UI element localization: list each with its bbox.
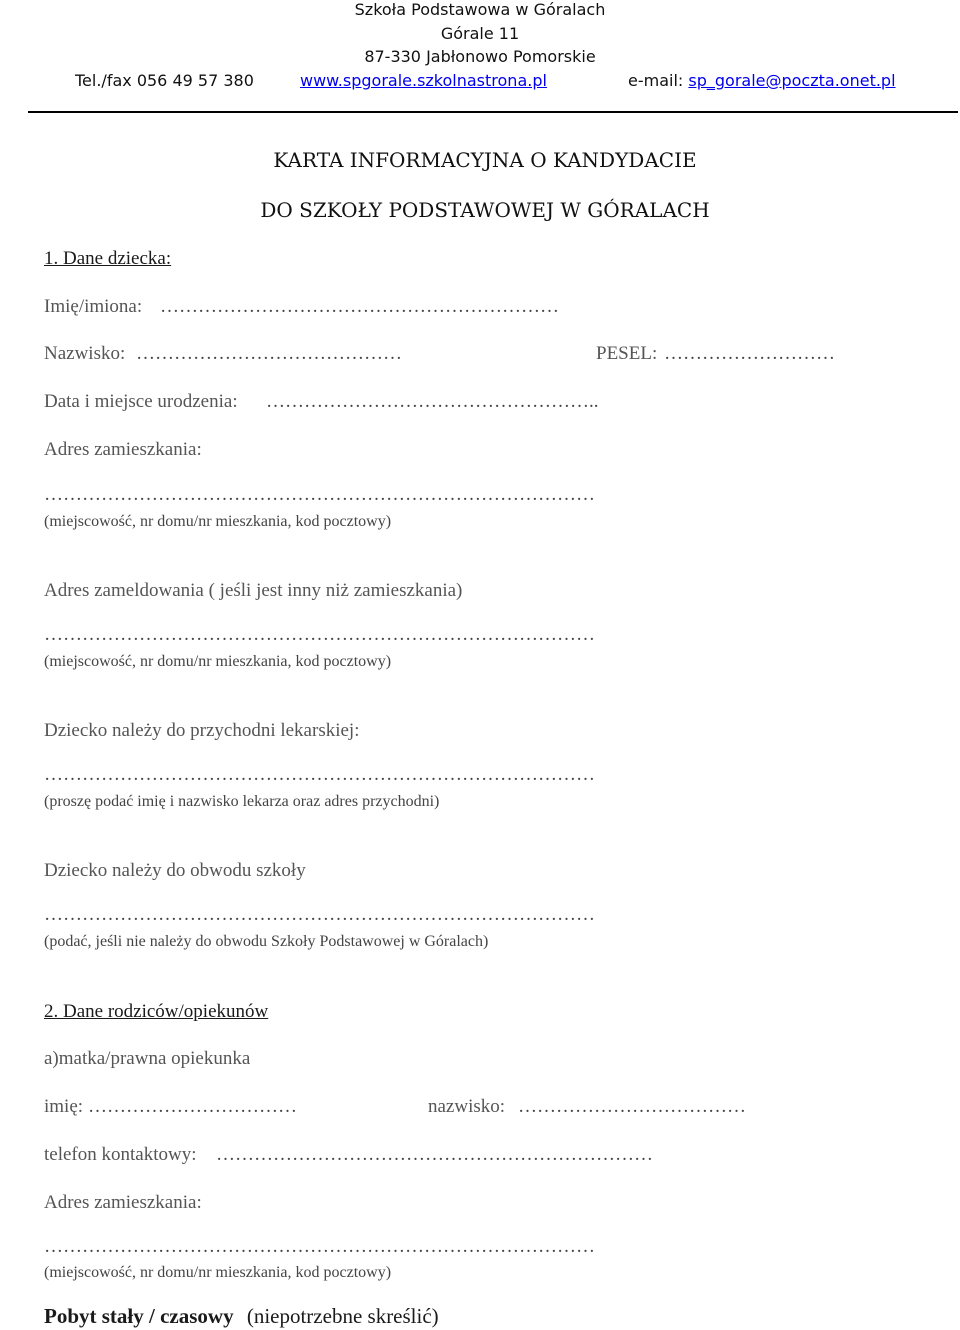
school-name: Szkoła Podstawowa w Góralach bbox=[354, 0, 606, 19]
header-divider bbox=[28, 111, 958, 113]
section2-heading: 2. Dane rodziców/opiekunów bbox=[44, 1001, 269, 1022]
school-email bbox=[628, 71, 896, 91]
mother-address-label: Adres zamieszkania: bbox=[44, 1192, 202, 1213]
residence-line bbox=[44, 1304, 439, 1328]
first-names-field[interactable]: ……………………………………………………… bbox=[160, 296, 559, 317]
address-label: Adres zamieszkania: bbox=[44, 439, 202, 460]
registered-address-field[interactable]: …………………………………………………………………………… bbox=[44, 624, 595, 645]
mother-address-hint: (miejscowość, nr domu/nr mieszkania, kod pocztowy) bbox=[44, 1264, 392, 1281]
mother-phone-field[interactable]: …………………………………………………………… bbox=[216, 1144, 653, 1165]
registered-address-label: Adres zameldowania ( jeśli jest inny niż zamieszkania) bbox=[44, 580, 463, 601]
district-hint: (podać, jeśli nie należy do obwodu Szkoły Podstawowej w Góralach) bbox=[44, 933, 489, 950]
district-field[interactable]: …………………………………………………………………………… bbox=[44, 904, 595, 925]
section1-heading: 1. Dane dziecka: bbox=[44, 248, 172, 269]
pesel-label: PESEL: bbox=[596, 343, 658, 364]
mother-first-name-label: imię: bbox=[44, 1096, 84, 1117]
school-street: Górale 11 bbox=[440, 24, 520, 43]
email-label: e-mail: bbox=[628, 71, 689, 90]
address-field[interactable]: …………………………………………………………………………… bbox=[44, 484, 595, 505]
clinic-field[interactable]: …………………………………………………………………………… bbox=[44, 764, 595, 785]
address-hint: (miejscowość, nr domu/nr mieszkania, kod pocztowy) bbox=[44, 513, 392, 530]
mother-phone-label: telefon kontaktowy: bbox=[44, 1144, 197, 1165]
mother-surname-field[interactable]: ……………………………… bbox=[518, 1096, 746, 1117]
pesel-field[interactable]: ……………………… bbox=[664, 343, 835, 364]
school-phone: Tel./fax 056 49 57 380 bbox=[75, 71, 254, 90]
residence-note: (niepotrzebne skreślić) bbox=[246, 1304, 439, 1328]
surname-field[interactable]: …………………………………… bbox=[136, 343, 402, 364]
first-names-label: Imię/imiona: bbox=[44, 296, 143, 317]
residence-options[interactable]: Pobyt stały / czasowy bbox=[44, 1304, 234, 1328]
registered-address-hint: (miejscowość, nr domu/nr mieszkania, kod pocztowy) bbox=[44, 653, 392, 670]
school-email-link[interactable]: sp_gorale@poczta.onet.pl bbox=[688, 71, 896, 90]
clinic-label: Dziecko należy do przychodni lekarskiej: bbox=[44, 720, 360, 741]
mother-label: a)matka/prawna opiekunka bbox=[44, 1048, 251, 1069]
birth-label: Data i miejsce urodzenia: bbox=[44, 391, 238, 412]
clinic-hint: (proszę podać imię i nazwisko lekarza oraz adres przychodni) bbox=[44, 793, 440, 810]
document-title-line2: DO SZKOŁY PODSTAWOWEJ W GÓRALACH bbox=[260, 198, 710, 222]
district-label: Dziecko należy do obwodu szkoły bbox=[44, 860, 306, 881]
mother-address-field[interactable]: …………………………………………………………………………… bbox=[44, 1236, 595, 1257]
mother-first-name-field[interactable]: …………………………… bbox=[88, 1096, 297, 1117]
school-website-link[interactable]: www.spgorale.szkolnastrona.pl bbox=[300, 71, 547, 90]
document-title-line1: KARTA INFORMACYJNA O KANDYDACIE bbox=[273, 148, 697, 172]
surname-label: Nazwisko: bbox=[44, 343, 126, 364]
mother-surname-label: nazwisko: bbox=[428, 1096, 506, 1117]
birth-field[interactable]: …………………………………………….. bbox=[266, 391, 599, 412]
school-city: 87-330 Jabłonowo Pomorskie bbox=[364, 47, 596, 66]
